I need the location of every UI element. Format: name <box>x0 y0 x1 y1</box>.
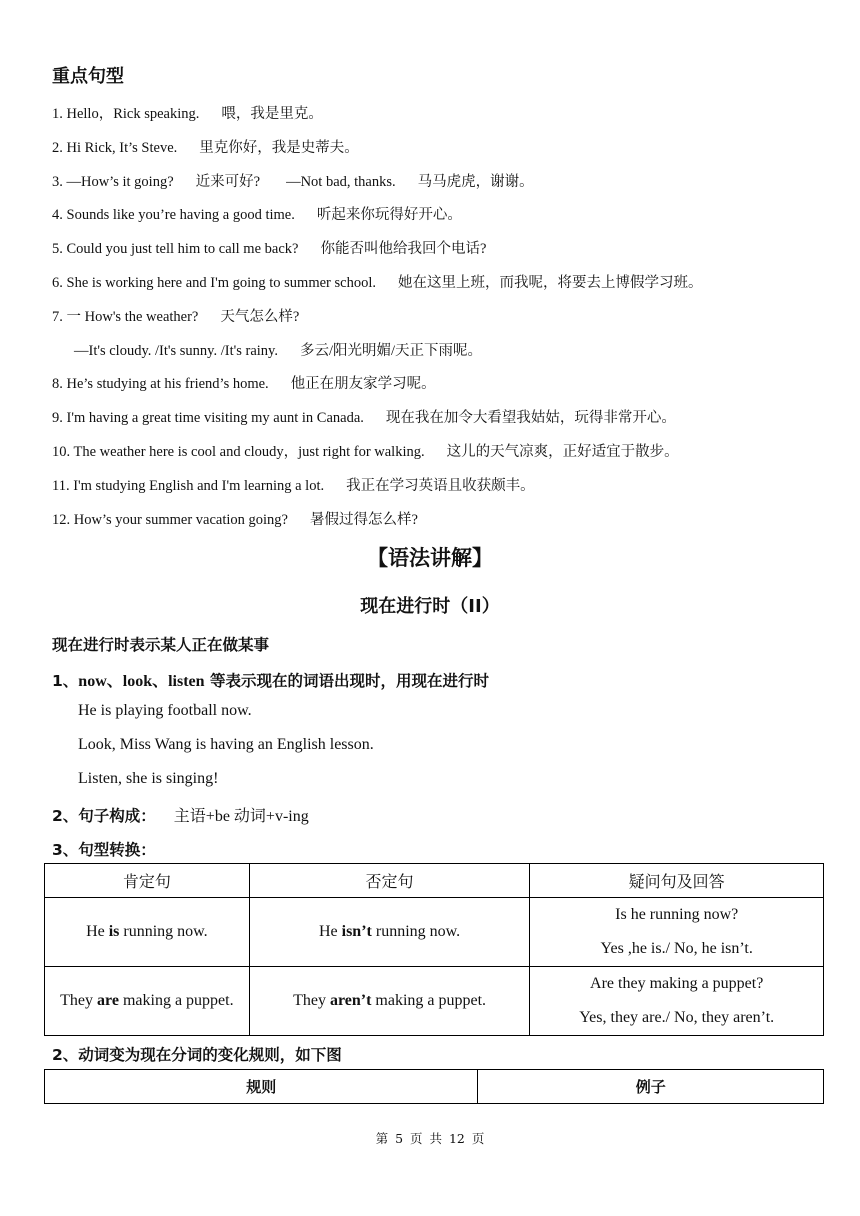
table-header: 否定句 <box>249 864 530 898</box>
table-cell-question <box>530 967 824 1036</box>
sentence-cn: 你能否叫他给我回个电话? <box>320 241 487 258</box>
table-row <box>45 898 824 967</box>
sentence-cn: 暑假过得怎么样? <box>310 511 418 528</box>
cell-question: Are they making a puppet? <box>590 975 764 992</box>
sentence-cn: 里克你好，我是史蒂夫。 <box>199 139 359 156</box>
cell-text: They <box>60 992 98 1009</box>
table-header: 疑问句及回答 <box>530 864 824 898</box>
example-sentence: Look, Miss Wang is having an English lesson. <box>78 736 374 753</box>
sentence-en: 6. She is working here and I'm going to summer school. <box>52 274 376 291</box>
table-cell-positive <box>45 967 250 1036</box>
sentence-en: 10. The weather here is cool and cloudy，just right for walking. <box>52 443 425 460</box>
table-header: 规则 <box>45 1070 478 1104</box>
sentence-item <box>52 470 832 504</box>
cell-answer: Yes ,he is./ No, he isn’t. <box>600 940 753 957</box>
example-sentence: Listen, she is singing! <box>78 770 219 787</box>
sentence-en: 9. I'm having a great time visiting my aunt in Canada. <box>52 410 364 427</box>
cell-verb: aren’t <box>329 992 372 1009</box>
sentence-item <box>52 166 832 200</box>
sentence-item <box>52 98 832 132</box>
sentence-en: 3. —How’s it going? <box>52 173 174 190</box>
cell-answer: Yes, they are./ No, they aren’t. <box>579 1009 775 1026</box>
cell-text: He <box>318 923 342 940</box>
table-header-row <box>45 1070 824 1104</box>
table-cell-negative <box>249 967 530 1036</box>
cell-text: He <box>86 923 109 940</box>
sentence-cn: 他正在朋友家学习呢。 <box>290 376 436 393</box>
sentence-cn: 她在这里上班，而我呢，将要去上博假学习班。 <box>397 274 703 291</box>
cell-text: making a puppet. <box>118 992 234 1009</box>
sentence-cn: 近来可好? <box>195 173 261 190</box>
sentence-en-reply: —Not bad, thanks. <box>286 173 396 190</box>
sentence-en: 5. Could you just tell him to call me back? <box>52 241 299 258</box>
sentence-en: 8. He’s studying at his friend’s home. <box>52 376 269 393</box>
sentence-item <box>52 199 832 233</box>
cell-verb: are <box>97 992 119 1009</box>
sentence-cn: 多云/阳光明媚/天正下雨呢。 <box>299 342 483 359</box>
grammar-point-4: 2、动词变为现在分词的变化规则，如下图 <box>52 1046 342 1064</box>
key-sentences-list <box>52 98 832 537</box>
section-title: 重点句型 <box>52 66 124 87</box>
grammar-point-2 <box>52 803 832 826</box>
sentence-item <box>52 267 832 301</box>
table-row <box>45 967 824 1036</box>
sentence-en: 2. Hi Rick, It’s Steve. <box>52 139 178 156</box>
sentence-item <box>52 132 832 166</box>
point-formula: 主语+be 动词+v-ing <box>173 808 309 825</box>
sentence-en: 12. How’s your summer vacation going? <box>52 511 288 528</box>
sentence-item <box>52 301 832 335</box>
sentence-cn: 天气怎么样? <box>220 308 300 325</box>
table-cell-positive <box>45 898 250 967</box>
sentence-item <box>52 436 832 470</box>
point-label: 2、句子构成： <box>52 807 156 825</box>
point-keywords: now、look、listen <box>78 673 205 690</box>
sentence-item <box>52 233 832 267</box>
table-header-row <box>45 864 824 898</box>
grammar-heading: 【语法讲解】 <box>367 546 493 570</box>
grammar-subheading: 现在进行时（II） <box>360 596 500 617</box>
cell-verb: is <box>108 923 120 940</box>
sentence-item <box>52 368 832 402</box>
cell-text: They <box>293 992 330 1009</box>
sentence-cn: 听起来你玩得好开心。 <box>316 207 462 224</box>
grammar-point-3: 3、句型转换： <box>52 841 156 859</box>
sentence-item <box>52 504 832 538</box>
participle-rules-table <box>44 1069 824 1104</box>
cell-text: running now. <box>119 923 208 940</box>
cell-text: making a puppet. <box>371 992 487 1009</box>
cell-question: Is he running now? <box>615 906 739 923</box>
sentence-en: 4. Sounds like you’re having a good time. <box>52 207 295 224</box>
cell-text: running now. <box>371 923 461 940</box>
sentence-cn: 我正在学习英语且收获颇丰。 <box>346 477 535 494</box>
sentence-en: —It's cloudy. /It's sunny. /It's rainy. <box>74 342 278 359</box>
table-cell-negative <box>249 898 530 967</box>
grammar-point-1 <box>52 668 832 691</box>
sentence-cn: 现在我在加令大看望我姑姑，玩得非常开心。 <box>385 410 676 427</box>
sentence-en: 7. 一 How's the weather? <box>52 308 199 325</box>
table-cell-question <box>530 898 824 967</box>
point-number: 1、 <box>52 672 79 690</box>
table-header: 肯定句 <box>45 864 250 898</box>
sentence-cn-reply: 马马虎虎，谢谢。 <box>417 173 534 190</box>
sentence-transform-table <box>44 863 824 1036</box>
page-footer: 第 5 页 共 12 页 <box>375 1131 485 1146</box>
sentence-cn: 喂，我是里克。 <box>221 106 323 122</box>
sentence-cn: 这儿的天气凉爽，正好适宜于散步。 <box>446 443 679 460</box>
table-header: 例子 <box>478 1070 824 1104</box>
sentence-item <box>52 402 832 436</box>
point-text: 等表示现在的词语出现时，用现在进行时 <box>204 672 489 690</box>
sentence-en: 1. Hello，Rick speaking. <box>52 106 200 122</box>
example-sentence: He is playing football now. <box>78 702 252 719</box>
sentence-en: 11. I'm studying English and I'm learning a lot. <box>52 477 325 494</box>
grammar-intro: 现在进行时表示某人正在做某事 <box>52 636 270 654</box>
sentence-item <box>52 335 832 369</box>
cell-verb: isn’t <box>341 923 372 940</box>
